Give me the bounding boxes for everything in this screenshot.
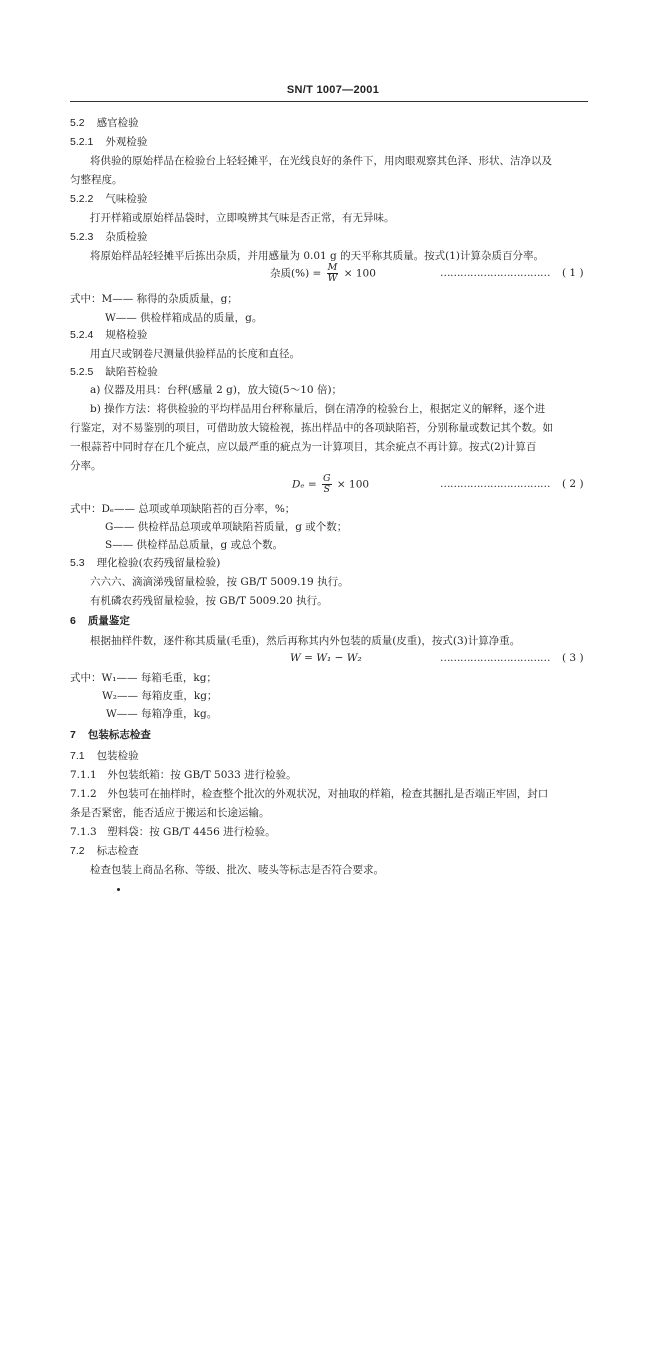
heading-5-3: 5.3 理化检验(农药残留量检验) [70,557,221,569]
paragraph-line: 匀整程度。 [70,174,123,186]
paragraph-line: 将原始样品轻轻摊平后拣出杂质，并用感量为 0.01 g 的天平称其质量。按式(1)计算杂质百分率。 [90,250,544,262]
where-line: 式中：W₁—— 每箱毛重，kg； [70,672,217,684]
equation-3: W = W₁ − W₂ [290,652,362,664]
paragraph-line: 条是否紧密，能否适应于搬运和长途运输。 [70,807,270,819]
paragraph-line: 检查包装上商品名称、等级、批次、唛头等标志是否符合要求。 [90,864,384,876]
where-line: S—— 供检样品总质量，g 或总个数。 [105,539,284,551]
where-line: W₂—— 每箱皮重，kg； [102,690,218,702]
equation-leader-dots: …………………………… [440,267,550,279]
paragraph-line: 用直尺或钢卷尺测量供验样品的长度和直径。 [90,348,300,360]
where-line: G—— 供检样品总项或单项缺陷苔质量，g 或个数； [105,521,348,533]
where-line: W—— 每箱净重，kg。 [106,708,218,720]
paragraph-line: 一根蒜苔中同时存在几个疵点，应以最严重的疵点为一计算项目，其余疵点不再计算。按式(2)计算百 [70,441,537,453]
equation-2: Dₑ = $\frac{G}{S}$ × 100 [292,473,370,495]
paragraph-line: 打开样箱或原始样品袋时，立即嗅辨其气味是否正常，有无异味。 [90,212,395,224]
heading-5-2-1: 5.2.1 外观检验 [70,136,148,148]
heading-6: 6 质量鉴定 [70,615,130,627]
paragraph-line: 有机磷农药残留量检验，按 GB/T 5009.20 执行。 [90,595,328,607]
heading-5-2-2: 5.2.2 气味检验 [70,193,148,205]
heading-5-2: 5.2 感官检验 [70,117,139,129]
fraction: $\frac{G}{S}$ [322,473,331,495]
paragraph-7-1-2: 7.1.2 外包装可在抽样时，检查整个批次的外观状况，对抽取的样箱，检查其捆扎是否端正牢固，封口 [70,788,549,800]
heading-5-2-3: 5.2.3 杂质检验 [70,231,148,243]
equation-number: ( 3 ) [562,652,584,664]
paragraph-7-1-3: 7.1.3 塑料袋：按 GB/T 4456 进行检验。 [70,826,276,838]
heading-5-2-5: 5.2.5 缺陷苔检验 [70,366,158,378]
paragraph-line: 将供验的原始样品在检验台上轻轻摊平，在光线良好的条件下，用肉眼观察其色泽、形状、洁净以及 [90,155,552,167]
heading-7-2: 7.2 标志检查 [70,845,139,857]
paragraph-line: 行鉴定，对不易鉴别的项目，可借助放大镜检视，拣出样品中的各项缺陷苔，分别称量或数记其个数。如 [70,422,553,434]
standard-code-header: SN/T 1007—2001 [286,84,380,96]
where-line: 式中：M—— 称得的杂质质量，g； [70,293,238,305]
list-item-a: a) 仪器及用具：台秤(感量 2 g)，放大镜(5～10 倍)； [90,384,343,396]
where-line: W—— 供检样箱成品的质量，g。 [105,312,263,324]
equation-number: ( 1 ) [562,267,584,279]
heading-5-2-4: 5.2.4 规格检验 [70,329,148,341]
where-line: 式中：Dₑ—— 总项或单项缺陷苔的百分率，%； [70,503,296,515]
heading-7-1: 7.1 包装检验 [70,750,139,762]
equation-number: ( 2 ) [562,478,584,490]
paragraph-line: 六六六、滴滴涕残留量检验，按 GB/T 5009.19 执行。 [90,576,349,588]
equation-leader-dots: …………………………… [440,652,550,664]
list-item-b: b) 操作方法：将供检验的平均样品用台秤称量后，倒在清净的检验台上，根据定义的解释，逐个进 [90,403,546,415]
equation-1: 杂质(%) = $\frac{M}{W}$ × 100 [270,262,376,284]
paragraph-line: 分率。 [70,460,102,472]
heading-7: 7 包装标志检查 [70,729,151,741]
paragraph-7-1-1: 7.1.1 外包装纸箱：按 GB/T 5033 进行检验。 [70,769,297,781]
stray-dot [117,888,120,891]
equation-leader-dots: …………………………… [440,478,550,490]
header-rule [70,101,588,102]
fraction: $\frac{M}{W}$ [327,262,338,284]
paragraph-line: 根据抽样件数，逐件称其质量(毛重)，然后再称其内外包装的质量(皮重)，按式(3)计算净重。 [90,635,521,647]
